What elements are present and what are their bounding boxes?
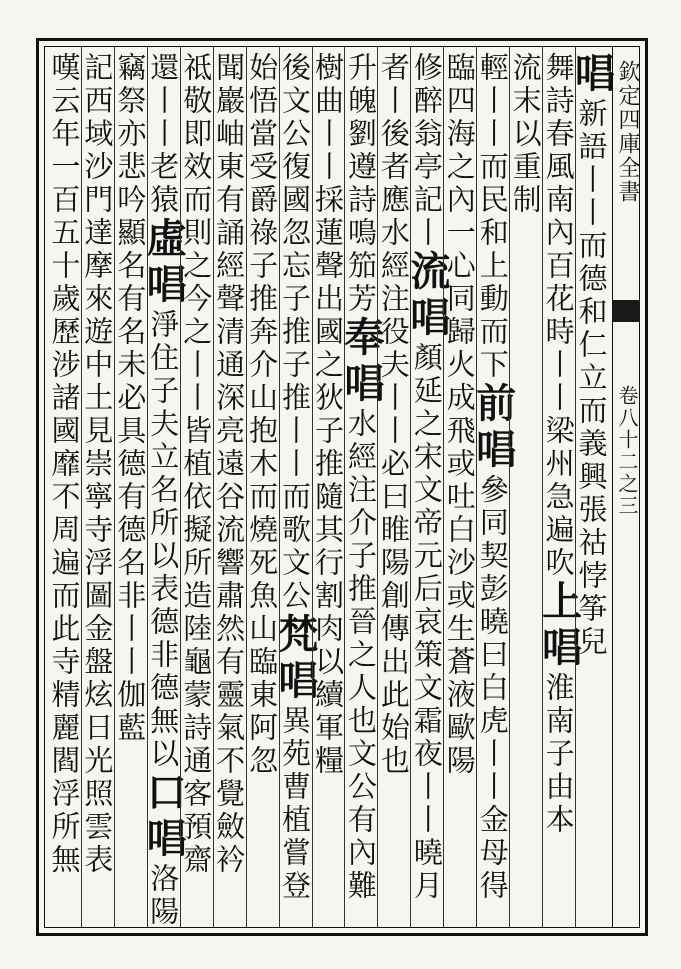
column-divider [344,46,345,928]
text-column [210,52,248,924]
column-divider [246,46,247,928]
text-column [535,52,583,924]
text-column [441,52,479,924]
text-segment: 祗敬即效而則之今之丨丨皆植依擬所造陸龜蒙詩通客預齋 [179,52,214,877]
heading-character: 唱 [140,263,188,309]
text-segment: 記西域沙門達摩來遊中土見崇寧寺浮圖金盤炫日光照雲表 [80,52,115,877]
heading-character: 上 [535,580,583,626]
text-segment: 後文公復國忽忘子推子推丨丨而歌文公 [278,52,313,613]
text-segment: 舞詩春風南內百花時丨丨梁州急遍吹 [541,52,576,580]
text-segment: 樹曲丨丨採蓮聲出國之狄子推隨其行割肉以續軍糧 [311,52,345,778]
text-column [78,52,116,924]
text-segment: 輕丨丨而民和上動而下 [475,52,510,382]
column-divider [575,46,576,928]
heading-character: 唱 [140,817,188,863]
text-column [403,52,451,924]
text-segment: 顏延之宋文帝元后哀策文霜夜丨丨曉月 [409,342,444,903]
heading-character: 流 [403,250,451,296]
heading-character: 唱 [272,659,320,705]
column-divider [213,46,214,928]
text-segment: 始悟當受爵祿子推奔介山抱木而燒死魚山臨東阿忽 [245,52,280,778]
text-segment: 竊祭亦悲吟顯名有名未必具德有德名非丨丨伽藍 [113,52,148,745]
text-columns [47,52,616,929]
text-column [469,52,517,924]
text-segment: 流末以重制 [508,52,543,217]
text-column [568,52,616,924]
text-segment: 異苑曹植嘗登 [278,705,313,903]
column-divider [279,46,280,928]
heading-character: 奉 [337,316,385,362]
text-segment: 水經注介子推晉之人也文公有內難 [343,408,378,903]
text-segment: 升魄劉遵詩鳴笳芳 [343,52,378,316]
text-segment: 修醉翁亭記丨 [409,52,444,250]
volume-label: 卷八十二之三 [615,385,639,517]
text-column [111,52,149,924]
heading-character: 前 [469,382,517,428]
column-divider [542,46,543,928]
text-column [375,52,413,924]
heading-character: 唱 [403,296,451,342]
text-column [243,52,281,924]
text-column [140,52,188,929]
text-segment: 淨住子夫立名所以表德非德無以 [146,309,181,771]
text-segment: 嘆云年一百五十歲歷涉諸國靡不周遍而此寺精麗閻浮所無 [47,52,82,877]
heading-character: 梵 [272,613,320,659]
column-divider [443,46,444,928]
heading-character: 唱 [568,52,616,98]
book-title: 欽定四庫全書 [615,60,640,204]
text-column [309,52,347,924]
fish-tail-mark [613,300,640,322]
heading-character: 虛 [140,217,188,263]
column-divider [147,46,148,928]
column-divider [81,46,82,928]
text-segment: 聞巖岫東有誦經聲清通深亮遠谷流響肅然有靈氣不覺斂衿 [212,52,247,877]
text-segment: 者丨後者應水經注役夫丨丨必曰睢陽創傳出此始也 [376,52,411,778]
text-column [272,52,320,924]
column-divider [312,46,313,928]
text-column [507,52,545,924]
text-segment: 新語丨丨而德和仁立而義興張祜悖筝兒 [574,98,609,659]
heading-character: 口 [140,771,188,817]
text-segment: 還丨丨老猿 [146,52,181,217]
heading-character: 唱 [535,626,583,672]
text-segment: 參同契彭曉曰白虎丨丨金母得 [475,474,510,903]
text-segment: 淮南子由本 [541,672,576,837]
column-divider [476,46,477,928]
column-divider [180,46,181,928]
column-divider [509,46,510,928]
text-segment: 臨四海之內一心同歸火成飛或吐白沙或生蒼液歐陽 [442,52,477,778]
text-segment: 洛陽 [146,863,181,929]
heading-character: 唱 [337,362,385,408]
text-column [337,52,385,924]
column-divider [114,46,115,928]
column-divider [377,46,378,928]
column-divider [410,46,411,928]
heading-character: 唱 [469,428,517,474]
text-column [45,52,83,924]
